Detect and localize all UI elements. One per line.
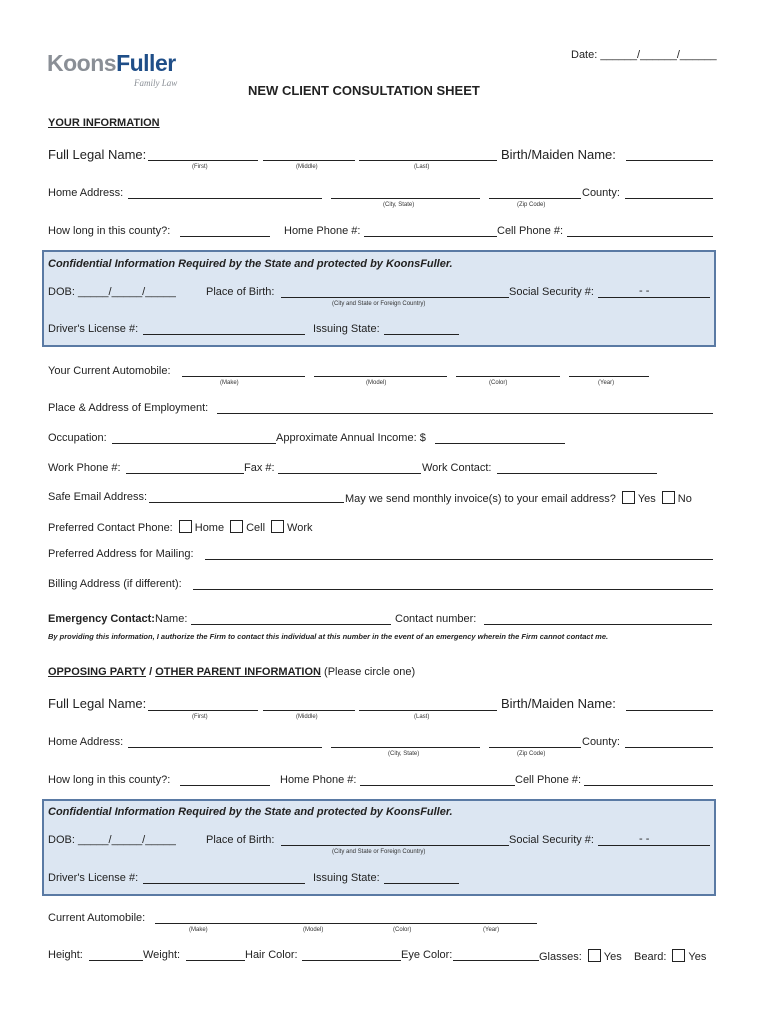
op-drivers-license-label: Driver's License #: (48, 872, 139, 884)
preferred-mailing-label: Preferred Address for Mailing: (48, 548, 194, 560)
op-issuing-state-field[interactable] (384, 883, 459, 884)
issuing-state-label: Issuing State: (313, 323, 380, 335)
billing-field[interactable] (193, 589, 713, 590)
caption-city-state-foreign: (City and State or Foreign Country) (332, 301, 426, 307)
op-hair-field[interactable] (302, 960, 401, 961)
safe-email-field[interactable] (149, 502, 344, 503)
preferred-home-checkbox[interactable] (179, 520, 192, 533)
op-full-legal-name-label: Full Legal Name: (48, 696, 147, 711)
work-phone-field[interactable] (126, 473, 244, 474)
op-weight-label: Weight: (143, 949, 181, 961)
op-caption-city-state-foreign: (City and State or Foreign Country) (332, 849, 426, 855)
preferred-home-label: Home (194, 522, 225, 534)
preferred-phone-row (48, 520, 313, 534)
op-caption-year: (Year) (483, 927, 500, 933)
op-beard-checkbox[interactable] (672, 949, 685, 962)
title-slash: / (146, 666, 156, 678)
op-caption-zip: (Zip Code) (517, 751, 546, 757)
op-home-phone-label: Home Phone #: (280, 774, 357, 786)
occupation-label: Occupation: (48, 432, 107, 444)
invoice-question-text: May we send monthly invoice(s) to your email address? (345, 493, 616, 505)
preferred-cell-checkbox[interactable] (230, 520, 243, 533)
op-last-name-field[interactable] (359, 710, 497, 711)
op-beard-label: Beard: (634, 951, 667, 963)
how-long-field[interactable] (180, 236, 270, 237)
op-city-state-field[interactable] (331, 747, 480, 748)
last-name-field[interactable] (359, 160, 497, 161)
op-cell-phone-field[interactable] (584, 785, 713, 786)
logo-part2: Fuller (116, 50, 176, 76)
op-eye-field[interactable] (453, 960, 539, 961)
op-zip-code-field[interactable] (489, 747, 581, 748)
op-height-label: Height: (48, 949, 83, 961)
caption-make: (Make) (220, 380, 239, 386)
current-auto-label: Your Current Automobile: (48, 365, 171, 377)
cell-phone-label: Cell Phone #: (497, 225, 564, 237)
invoice-no-checkbox[interactable] (662, 491, 675, 504)
date-field[interactable]: Date: ______/______/______ (571, 49, 717, 61)
place-of-birth-field[interactable] (281, 297, 509, 298)
op-caption-middle: (Middle) (296, 714, 318, 720)
op-county-label: County: (582, 736, 620, 748)
caption-last: (Last) (414, 164, 430, 170)
op-hair-label: Hair Color: (245, 949, 298, 961)
other-parent-title[interactable]: OTHER PARENT INFORMATION (155, 666, 321, 678)
op-place-of-birth-label: Place of Birth: (206, 834, 275, 846)
safe-email-label: Safe Email Address: (48, 491, 148, 503)
county-field[interactable] (625, 198, 713, 199)
op-caption-make: (Make) (189, 927, 208, 933)
first-name-field[interactable] (148, 160, 258, 161)
caption-year: (Year) (598, 380, 615, 386)
confidential-title: Confidential Information Required by the State and protected by KoonsFuller. (48, 258, 453, 270)
preferred-work-label: Work (287, 522, 313, 534)
contact-number-label: Contact number: (395, 613, 477, 625)
page-title: NEW CLIENT CONSULTATION SHEET (248, 83, 480, 98)
op-current-auto-label: Current Automobile: (48, 912, 146, 924)
section-title-opposing (48, 666, 415, 678)
op-cell-phone-label: Cell Phone #: (515, 774, 582, 786)
city-state-field[interactable] (331, 198, 480, 199)
op-dob-field[interactable]: DOB: _____/_____/_____ (48, 834, 176, 846)
fax-label: Fax #: (244, 462, 275, 474)
emergency-name-label: Name: (155, 613, 188, 625)
op-glasses-row (539, 949, 622, 963)
preferred-phone-label: Preferred Contact Phone: (48, 522, 173, 534)
zip-code-field[interactable] (489, 198, 581, 199)
op-birth-maiden-label: Birth/Maiden Name: (501, 696, 616, 711)
op-caption-last: (Last) (414, 714, 430, 720)
auto-model-field[interactable] (314, 376, 447, 377)
op-caption-first: (First) (192, 714, 208, 720)
op-issuing-state-label: Issuing State: (313, 872, 380, 884)
work-phone-label: Work Phone #: (48, 462, 121, 474)
caption-city-state: (City, State) (383, 202, 415, 208)
employment-label: Place & Address of Employment: (48, 402, 209, 414)
emergency-label: Emergency Contact: (48, 613, 155, 625)
occupation-field[interactable] (112, 443, 276, 444)
op-first-name-field[interactable] (148, 710, 258, 711)
home-phone-field[interactable] (364, 236, 497, 237)
income-field[interactable] (435, 443, 565, 444)
op-beard-row (634, 949, 706, 963)
work-contact-label: Work Contact: (422, 462, 492, 474)
home-address-field[interactable] (128, 198, 322, 199)
op-home-address-field[interactable] (128, 747, 322, 748)
op-beard-yes: Yes (688, 951, 707, 963)
op-place-of-birth-field[interactable] (281, 845, 509, 846)
op-eye-label: Eye Color: (401, 949, 453, 961)
employment-field[interactable] (217, 413, 713, 414)
how-long-label: How long in this county?: (48, 225, 171, 237)
preferred-cell-label: Cell (246, 522, 266, 534)
op-middle-name-field[interactable] (263, 710, 355, 711)
op-caption-model: (Model) (303, 927, 324, 933)
invoice-yes-checkbox[interactable] (622, 491, 635, 504)
caption-model: (Model) (366, 380, 387, 386)
preferred-mailing-field[interactable] (205, 559, 713, 560)
income-label: Approximate Annual Income: $ (276, 432, 426, 444)
op-auto-field[interactable] (155, 923, 537, 924)
logo-tagline: Family Law (134, 78, 178, 88)
birth-maiden-label: Birth/Maiden Name: (501, 147, 616, 162)
home-phone-label: Home Phone #: (284, 225, 361, 237)
birth-maiden-field[interactable] (626, 160, 713, 161)
section-title-your-info: YOUR INFORMATION (48, 117, 160, 129)
work-contact-field[interactable] (497, 473, 657, 474)
op-caption-city-state: (City, State) (388, 751, 420, 757)
billing-label: Billing Address (if different): (48, 578, 182, 590)
preferred-work-checkbox[interactable] (271, 520, 284, 533)
op-birth-maiden-field[interactable] (626, 710, 713, 711)
cell-phone-field[interactable] (567, 236, 713, 237)
fax-field[interactable] (278, 473, 421, 474)
caption-middle: (Middle) (296, 164, 318, 170)
op-how-long-label: How long in this county?: (48, 774, 171, 786)
caption-color: (Color) (489, 380, 508, 386)
auto-year-field[interactable] (569, 376, 649, 377)
place-of-birth-label: Place of Birth: (206, 286, 275, 298)
op-glasses-checkbox[interactable] (588, 949, 601, 962)
dob-field[interactable]: DOB: _____/_____/_____ (48, 286, 176, 298)
contact-number-field[interactable] (484, 624, 712, 625)
opposing-party-title[interactable]: OPPOSING PARTY (48, 666, 147, 678)
op-home-address-label: Home Address: (48, 736, 124, 748)
middle-name-field[interactable] (263, 160, 355, 161)
caption-zip: (Zip Code) (517, 202, 546, 208)
home-address-label: Home Address: (48, 187, 124, 199)
op-caption-color: (Color) (393, 927, 412, 933)
op-confidential-title: Confidential Information Required by the State and protected by KoonsFuller. (48, 806, 453, 818)
ssn-label: Social Security #: (509, 286, 594, 298)
ssn-field[interactable] (598, 297, 710, 298)
op-county-field[interactable] (625, 747, 713, 748)
full-legal-name-label: Full Legal Name: (48, 147, 147, 162)
op-ssn-field[interactable] (598, 845, 710, 846)
op-how-long-field[interactable] (180, 785, 270, 786)
op-weight-field[interactable] (186, 960, 245, 961)
logo (47, 50, 176, 77)
ssn-dashes: - - (639, 285, 650, 297)
op-ssn-label: Social Security #: (509, 834, 594, 846)
circle-hint: (Please circle one) (321, 666, 416, 678)
caption-first: (First) (192, 164, 208, 170)
logo-part1: Koons (47, 50, 117, 76)
county-label: County: (582, 187, 620, 199)
op-glasses-label: Glasses: (539, 951, 582, 963)
op-height-field[interactable] (89, 960, 143, 961)
invoice-yes-label: Yes (637, 493, 656, 505)
op-ssn-dashes: - - (639, 833, 650, 845)
drivers-license-label: Driver's License #: (48, 323, 139, 335)
op-glasses-yes: Yes (603, 951, 622, 963)
auto-color-field[interactable] (456, 376, 560, 377)
auto-make-field[interactable] (182, 376, 305, 377)
op-drivers-license-field[interactable] (143, 883, 305, 884)
authorization-text: By providing this information, I authorize the Firm to contact this individual at this number in the event of an emergency wherein the Firm cannot contact me. (48, 632, 609, 641)
emergency-name-field[interactable] (191, 624, 391, 625)
op-home-phone-field[interactable] (360, 785, 515, 786)
issuing-state-field[interactable] (384, 334, 459, 335)
drivers-license-field[interactable] (143, 334, 305, 335)
invoice-no-label: No (677, 493, 692, 505)
invoice-question (345, 491, 692, 505)
